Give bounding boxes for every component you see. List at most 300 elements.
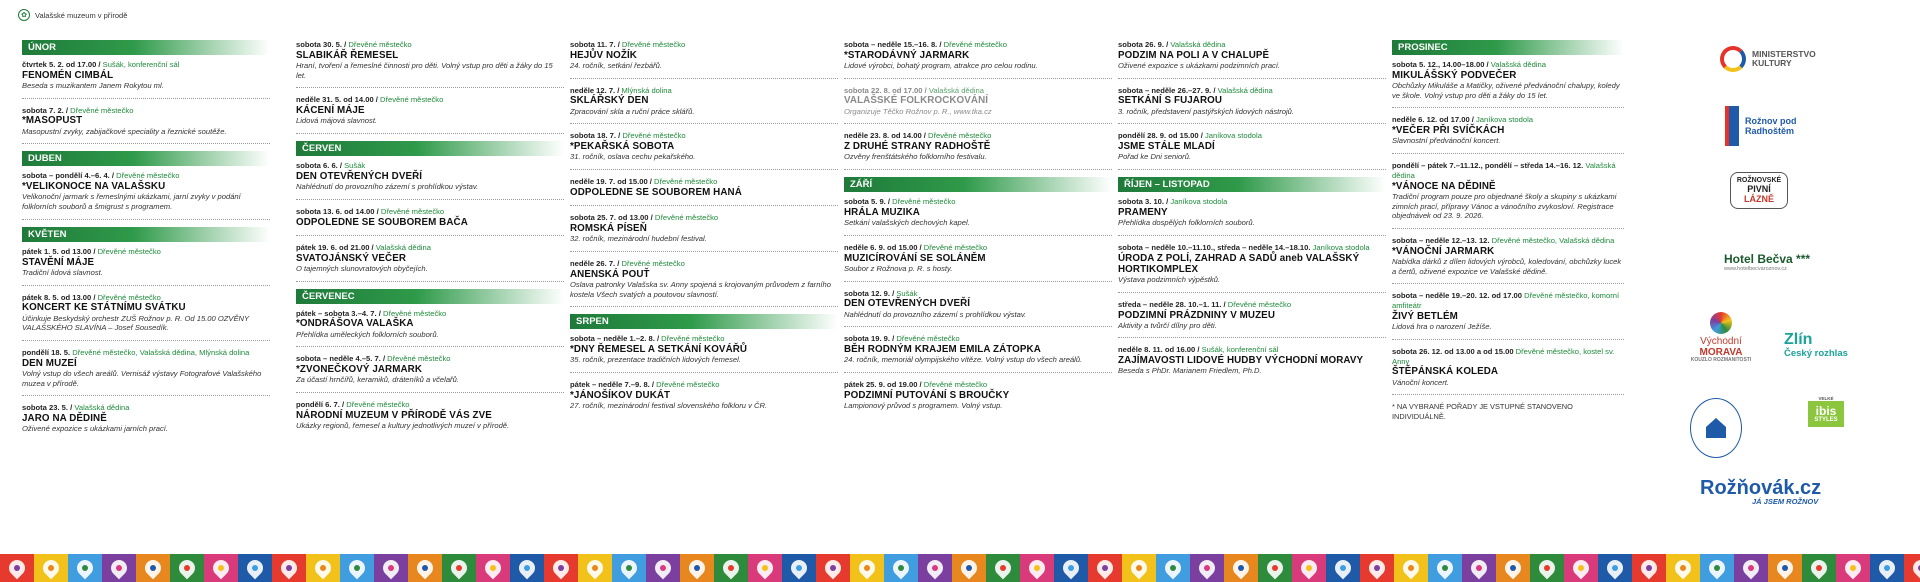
zlin-line1: Zlín (1784, 331, 1813, 348)
event-place: Dřevěné městečko (380, 95, 444, 105)
column-5 (1118, 40, 1386, 390)
event-place: Dřevěné městečko (116, 171, 180, 181)
ornament-tile (1802, 554, 1836, 582)
event-description: Lidová májová slavnost. (296, 116, 378, 126)
roznov-logo (1725, 106, 1805, 146)
roznovak-text: Rožňovák.cz (1700, 477, 1822, 499)
event-place: Dřevěné městečko, Valašská dědina, Mlýnská dolina (72, 347, 250, 357)
event-item (296, 400, 564, 438)
event-date: neděle 6. 9. od 15.00 / (844, 242, 924, 252)
event-place: Dřevěné městečko (387, 354, 451, 364)
ornament-tile (544, 554, 578, 582)
ornament-tile (1768, 554, 1802, 582)
event-description: 32. ročník, mezinárodní hudební festival. (570, 234, 707, 244)
event-date: pátek 19. 6. od 21.00 / (296, 242, 376, 252)
ministerstvo-text: MINISTERSTVO KULTURY (1752, 48, 1816, 68)
ornament-tile (680, 554, 714, 582)
hotel-becva-logo (1724, 252, 1810, 272)
event-title: ZAJÍMAVOSTI LIDOVÉ HUDBY VÝCHODNÍ MORAVY (1118, 355, 1364, 367)
event-title: *MASOPUST (22, 115, 83, 127)
event-title: *DNY ŘEMESEL A SETKÁNÍ KOVÁŘŮ (570, 343, 748, 355)
month-heading: ZÁŘÍ (844, 177, 1112, 192)
month-heading: KVĚTEN (22, 227, 270, 242)
vychodni-morava-logo (1682, 312, 1760, 364)
event-description: Obchůzky Mikuláše a Matičky, oživené předvánoční chalupy, koledy ve škole. Volný vstup pro děti a žáky do 15 let. (1392, 80, 1620, 100)
event-place: Valašská dědina (1490, 60, 1546, 69)
event-item (296, 40, 564, 88)
event-title: ODPOLEDNE SE SOUBOREM HANÁ (570, 186, 742, 198)
event-title: KÁCENÍ MÁJE (296, 105, 365, 117)
event-place: Dřevěné městečko (896, 334, 960, 344)
event-place: Dřevěné městečko (892, 197, 956, 207)
event-title: Z DRUHÉ STRANY RADHOŠTĚ (844, 141, 991, 153)
ornament-tile (816, 554, 850, 582)
ornament-tile (986, 554, 1020, 582)
event-description: Oslava patronky Valašska sv. Anny spojená s krojovaným průvodem z farního kostela Všech svatých a poutovou slavností. (570, 279, 831, 299)
svaz-muzei-logo (1690, 398, 1742, 458)
event-item (844, 380, 1112, 418)
event-place: Dřevěné městečko (621, 40, 686, 49)
event-title: DEN OTEVŘENÝCH DVEŘÍ (296, 170, 423, 182)
ornament-tile (1632, 554, 1666, 582)
morava-line1: Východní (1700, 336, 1742, 347)
zlin-rozhlas-logo (1784, 332, 1848, 359)
event-title: PODZIMNÍ PUTOVÁNÍ S BROUČKY (844, 389, 1010, 401)
event-date: pátek – sobota 3.–4. 7. / (296, 308, 383, 318)
ornament-tile (408, 554, 442, 582)
event-title: JSME STÁLE MLADÍ (1118, 141, 1215, 153)
event-description: Lidová hra o narození Ježíše. (1392, 322, 1492, 332)
event-description: O tajemných slunovratových obyčejích. (296, 263, 428, 273)
event-place: Dřevěné městečko (656, 379, 720, 389)
event-description: Oživené expozice s ukázkami jarních prací. (22, 424, 169, 434)
event-description: Účinkuje Beskydský orchestr ZUŠ Rožnov p. R. Od 15.00 OZVĚNY VALAŠSKÉHO SLAVÍNA – Josef Sousedík. (22, 313, 249, 333)
ornament-tile (1258, 554, 1292, 582)
event-place: Dřevěné městečko (1227, 299, 1292, 309)
event-item (1118, 86, 1386, 125)
event-item (844, 131, 1112, 170)
ibis-line2: STYLES (1814, 417, 1838, 423)
column-6 (1392, 40, 1624, 421)
event-description: Setkání valašských dechových kapel. (844, 218, 970, 228)
roznovak-logo (1700, 478, 1821, 506)
event-place: Dřevěné městečko (622, 131, 686, 141)
ornament-tile (1088, 554, 1122, 582)
event-description: Aktivity a tvůrčí dílny pro děti. (1118, 320, 1217, 330)
event-description: Tradiční lidová slavnost. (22, 267, 103, 277)
event-description: Přehlídka uměleckých folklorních souborů. (296, 329, 439, 339)
event-place: Janíkova stodola (1312, 242, 1370, 252)
ornament-tile (884, 554, 918, 582)
event-description: Ukázky regionů, řemesel a kultury jednotlivých muzeí v přírodě. (296, 420, 510, 430)
ornament-tile (1054, 554, 1088, 582)
event-title: KONCERT KE STÁTNÍMU SVÁTKU (22, 302, 186, 314)
event-item (296, 161, 564, 200)
event-title: ÚRODA Z POLÍ, ZAHRAD A SADŮ aneb VALAŠSKÝ HORTIKOMPLEX (1118, 252, 1360, 275)
event-description: 24. ročník, memoriál olympijského vítěze. Volný vstup do všech areálů. (844, 355, 1083, 365)
event-place: Valašská dědina (1392, 161, 1616, 180)
event-item (296, 309, 564, 348)
event-date: neděle 26. 7. / (570, 258, 622, 268)
event-title: MIKULÁŠSKÝ PODVEČER (1392, 69, 1517, 81)
event-description: Beseda s muzikantem Janem Rokytou ml. (22, 80, 164, 90)
event-item (296, 243, 564, 282)
month-heading: ČERVEN (296, 141, 564, 156)
event-title: VALAŠSKÉ FOLKROCKOVÁNÍ (844, 95, 989, 107)
ornament-tile (952, 554, 986, 582)
ornament-tile (782, 554, 816, 582)
ornament-tile (1530, 554, 1564, 582)
event-place: Dřevěné městečko, komorní amfiteátr (1392, 291, 1620, 311)
event-date: sobota 23. 5. / (22, 403, 75, 413)
event-place: Mlýnská dolina (621, 85, 672, 95)
event-title: SETKÁNÍ S FUJAROU (1118, 95, 1223, 107)
event-place: Sušák, konferenční sál (102, 60, 180, 69)
event-item (844, 86, 1112, 125)
event-date: neděle 12. 7. / (570, 85, 622, 95)
event-place: Sušák (344, 161, 366, 171)
event-item (22, 247, 270, 286)
pivni-line1: ROŽNOVSKÉ (1736, 177, 1782, 184)
event-place: Valašská dědina (1217, 85, 1273, 95)
event-date: sobota 6. 6. / (296, 161, 345, 171)
ornament-tile (1836, 554, 1870, 582)
event-description: Pořad ke Dni seniorů. (1118, 152, 1192, 162)
ornament-tile (1870, 554, 1904, 582)
footnote: * NA VYBRANÉ POŘADY JE VSTUPNÉ STANOVENO INDIVIDUÁLNĚ. (1392, 402, 1573, 421)
sponsor-logos (1680, 40, 1910, 540)
ornament-tile (714, 554, 748, 582)
event-date: sobota 5. 12., 14.00–18.00 / (1392, 60, 1491, 69)
event-item (570, 86, 838, 125)
month-heading: DUBEN (22, 151, 270, 166)
ornament-tile (1394, 554, 1428, 582)
event-title: BĚH RODNÝM KRAJEM EMILA ZÁTOPKA (844, 343, 1041, 355)
pivni-lazne-logo (1730, 172, 1788, 209)
ornament-tile (1496, 554, 1530, 582)
event-place: Valašská dědina (375, 242, 431, 252)
event-item (1392, 161, 1624, 229)
event-title: SKLÁŘSKÝ DEN (570, 95, 649, 107)
event-date: sobota – pondělí 4.–6. 4. / (22, 171, 117, 181)
event-description: Výstava podzimních výpěstků. (1118, 275, 1221, 285)
event-place: Dřevěné městečko, kostel sv. Anny (1392, 346, 1615, 366)
event-description: 35. ročník, prezentace tradičních lidových řemesel. (570, 355, 741, 365)
event-date: sobota 11. 7. / (570, 40, 622, 49)
event-item (844, 334, 1112, 373)
event-date: pondělí – pátek 7.–11.12., pondělí – středa 14.–16. 12. (1392, 161, 1586, 171)
ornament-tile (1700, 554, 1734, 582)
ornament-tile (1292, 554, 1326, 582)
ornament-tile (612, 554, 646, 582)
ornament-tile (646, 554, 680, 582)
event-place: Dřevěné městečko (654, 213, 719, 223)
event-date: neděle 31. 5. od 14.00 / (296, 95, 380, 105)
pivni-line2: PIVNÍ (1747, 183, 1771, 194)
event-date: neděle 19. 7. od 15.00 / (570, 177, 654, 187)
event-item (570, 177, 838, 206)
event-item (22, 348, 270, 396)
event-place: Janíkova stodola (1204, 131, 1262, 141)
event-item (1392, 115, 1624, 154)
event-place: Valašská dědina (928, 85, 985, 95)
event-item (22, 106, 270, 145)
event-place: Dřevěné městečko (382, 308, 447, 318)
roznovak-sub: JÁ JSEM ROŽNOV (1752, 497, 1819, 506)
event-title: PODZIM NA POLI A V CHALUPĚ (1118, 49, 1270, 61)
event-title: NÁRODNÍ MUZEUM V PŘÍRODĚ VÁS ZVE (296, 409, 492, 421)
event-item (844, 243, 1112, 282)
event-title: ŽIVÝ BETLÉM (1392, 310, 1458, 322)
museum-name: Valašské muzeum v přírodě (35, 10, 128, 20)
event-title: JARO NA DĚDINĚ (22, 413, 107, 425)
morava-flower-icon (1710, 312, 1732, 334)
event-item (570, 259, 838, 307)
ornament-tile (1360, 554, 1394, 582)
pivni-line3: LÁZNĚ (1744, 193, 1774, 204)
event-item (570, 334, 838, 373)
event-title: ODPOLEDNE SE SOUBOREM BAČA (296, 216, 468, 228)
event-title: SLABIKÁŘ ŘEMESEL (296, 49, 399, 61)
event-place: Valašská dědina (1170, 40, 1226, 49)
event-item (570, 131, 838, 170)
ornament-tile (204, 554, 238, 582)
event-title: *JÁNOŠÍKOV DUKÁT (570, 389, 671, 401)
event-date: sobota 3. 10. / (1118, 197, 1171, 207)
ornament-tile (1122, 554, 1156, 582)
event-date: sobota 12. 9. / (844, 288, 897, 298)
event-date: sobota 26. 9. / (1118, 40, 1171, 49)
svaz-house-icon (1706, 418, 1726, 438)
event-title: *STARODÁVNÝ JARMARK (844, 49, 970, 61)
ornament-tile (1904, 554, 1920, 582)
event-title: *ZVONEČKOVÝ JARMARK (296, 363, 423, 375)
event-date: pondělí 18. 5. (22, 347, 73, 357)
event-description: Oživené expozice s ukázkami podzimních prací. (1118, 60, 1281, 70)
ibis-line1: ibis (1815, 404, 1837, 418)
event-date: pondělí 28. 9. od 15.00 / (1118, 131, 1205, 141)
event-date: čtvrtek 5. 2. od 17.00 / (22, 60, 103, 69)
event-date: neděle 6. 12. od 17.00 / (1392, 115, 1476, 125)
roznov-emblem-icon (1725, 106, 1739, 146)
event-date: sobota 22. 8. od 17.00 / (844, 85, 929, 95)
event-description: Lampionový průvod s programem. Volný vstup. (844, 400, 1003, 410)
ornament-tile (442, 554, 476, 582)
event-date: sobota – neděle 26.–27. 9. / (1118, 85, 1218, 95)
event-item (22, 403, 270, 441)
ornament-tile (1190, 554, 1224, 582)
event-place: Janíkova stodola (1170, 197, 1228, 207)
event-title: HRÁLA MUZIKA (844, 206, 920, 218)
ornament-tile (1734, 554, 1768, 582)
event-description: 3. ročník, představení pastýřských lidových nástrojů. (1118, 106, 1295, 116)
event-title: *PEKAŘSKÁ SOBOTA (570, 141, 675, 153)
month-heading: SRPEN (570, 314, 838, 329)
event-item (844, 197, 1112, 236)
event-date: sobota – neděle 4.–5. 7. / (296, 354, 388, 364)
event-description: Za účastí hrnčířů, keramiků, dráteníků a včelařů. (296, 375, 459, 385)
event-item (1392, 347, 1624, 395)
event-date: sobota 7. 2. / (22, 105, 71, 115)
ornament-tile (136, 554, 170, 582)
event-item (570, 380, 838, 418)
event-description: Volný vstup do všech areálů. Vernisáž výstavy Fotografové Valašského muzea v přírodě. (22, 368, 262, 388)
event-title: *VELIKONOCE NA VALAŠSKU (22, 181, 166, 193)
event-item (1118, 345, 1386, 383)
event-date: pátek – neděle 7.–9. 8. / (570, 379, 657, 389)
event-item (1118, 300, 1386, 339)
event-date: středa – neděle 28. 10.–1. 11. / (1118, 299, 1228, 309)
ornament-tile (68, 554, 102, 582)
column-2 (296, 40, 564, 445)
event-item (570, 40, 838, 79)
month-heading: PROSINEC (1392, 40, 1624, 55)
event-title: FENOMÉN CIMBÁL (22, 69, 114, 81)
roznov-text: Rožnov pod Radhoštěm (1745, 115, 1797, 136)
event-description: Masopustní zvyky, zabijačkové speciality a řeznické soutěže. (22, 126, 227, 136)
event-title: *VÁNOČNÍ JARMARK (1392, 245, 1495, 257)
event-item (22, 171, 270, 219)
zlin-line2: Český rozhlas (1784, 347, 1848, 359)
column-1 (22, 40, 270, 448)
ornament-tile (1224, 554, 1258, 582)
event-description: Nabídka dárků z dílen lidových výrobců, koledování, obchůzky lucek a čertů, oživené expozice ve Valašské dědině. (1392, 256, 1622, 276)
event-description: Nahlédnutí do provozního zázemí s prohlídkou výstav. (844, 309, 1027, 319)
event-date: sobota 13. 6. od 14.00 / (296, 206, 381, 216)
event-date: pátek 25. 9. od 19.00 / (844, 379, 924, 389)
event-place: Sušák (896, 288, 918, 298)
event-place: Sušák, konferenční sál (1201, 345, 1279, 355)
event-item (1118, 131, 1386, 170)
event-date: sobota – neděle 15.–16. 8. / (844, 40, 944, 49)
event-title: HEJŮV NOŽÍK (570, 49, 637, 61)
ornament-tile (306, 554, 340, 582)
event-title: *VEČER PŘI SVÍČKÁCH (1392, 125, 1505, 137)
column-3 (570, 40, 838, 425)
event-item (1118, 243, 1386, 293)
event-description: Nahlédnutí do provozního zázemí s prohlídkou výstav. (296, 182, 479, 192)
event-description: Slavnostní předvánoční koncert. (1392, 136, 1501, 146)
event-description: Velikonoční jarmark s řemeslnými ukázkami, jarní zvyky v podání folklorních souborů a šmigrust s programem. (22, 192, 241, 212)
ornament-tile (1462, 554, 1496, 582)
event-title: PODZIMNÍ PRÁZDNINY V MUZEU (1118, 309, 1275, 321)
event-description: Vánoční koncert. (1392, 377, 1449, 387)
event-date: neděle 23. 8. od 14.00 / (844, 131, 928, 141)
event-place: Dřevěné městečko (97, 246, 161, 256)
event-place: Dřevěné městečko (621, 258, 685, 268)
ibis-top: VELKÉ (1818, 396, 1834, 401)
event-item (296, 354, 564, 393)
event-place: Dřevěné městečko (923, 242, 988, 252)
event-title: DEN OTEVŘENÝCH DVEŘÍ (844, 298, 971, 310)
event-place: Dřevěné městečko (380, 206, 445, 216)
ornament-tile (374, 554, 408, 582)
ornament-tile (1020, 554, 1054, 582)
ornament-tile (918, 554, 952, 582)
ornament-tile (238, 554, 272, 582)
ornament-tile (0, 554, 34, 582)
ornament-tile (748, 554, 782, 582)
event-date: sobota 5. 9. / (844, 197, 893, 207)
event-date: sobota – neděle 1.–2. 8. / (570, 334, 662, 344)
event-description: 24. ročník, setkání řezbářů. (570, 60, 663, 70)
event-description: Beseda s PhDr. Marianem Friedlem, Ph.D. (1118, 366, 1262, 376)
event-description: Zpracování skla a ruční práce sklářů. (570, 106, 695, 116)
ornament-tile (1666, 554, 1700, 582)
event-place: Dřevěné městečko (661, 334, 725, 344)
event-description: Přehlídka dospělých folklorních souborů. (1118, 218, 1255, 228)
ornament-tile (476, 554, 510, 582)
event-place: Dřevěné městečko (70, 105, 134, 115)
event-place: Dřevěné městečko (923, 379, 988, 389)
event-item (1392, 291, 1624, 339)
event-date: sobota 30. 5. / (296, 40, 349, 49)
museum-logo (18, 9, 127, 21)
event-place: Dřevěné městečko (928, 131, 992, 141)
event-place: Dřevěné městečko (654, 177, 718, 187)
event-date: sobota – neděle 19.–20. 12. od 17.00 (1392, 291, 1525, 301)
event-place: Dřevěné městečko (348, 40, 412, 49)
ornament-tile (34, 554, 68, 582)
ibis-styles-logo (1808, 396, 1844, 427)
month-heading: ŘÍJEN – LISTOPAD (1118, 177, 1386, 192)
event-date: sobota – neděle 10.–11.10., středa – neděle 14.–18.10. (1118, 242, 1313, 252)
ministerstvo-logo (1720, 46, 1816, 72)
event-date: pátek 1. 5. od 13.00 / (22, 246, 98, 256)
event-place: Valašská dědina (74, 403, 130, 413)
event-item (1118, 197, 1386, 236)
event-item (296, 207, 564, 236)
event-description: Soubor z Rožnova p. R. s hosty. (844, 263, 953, 273)
ministerstvo-emblem-icon (1720, 46, 1746, 72)
event-description: 27. ročník, mezinárodní festival slovenského folkloru v ČR. (570, 400, 768, 410)
event-item (22, 293, 270, 341)
event-date: sobota 19. 9. / (844, 334, 897, 344)
event-title: ŠTĚPÁNSKÁ KOLEDA (1392, 366, 1499, 378)
event-description: 31. ročník, oslava cechu pekařského. (570, 152, 696, 162)
event-title: ANENSKÁ POUŤ (570, 268, 650, 280)
event-place: Dřevěné městečko, Valašská dědina (1491, 235, 1615, 245)
ornament-tile (850, 554, 884, 582)
event-title: STAVĚNÍ MÁJE (22, 256, 95, 268)
folk-ornament-strip (0, 554, 1920, 582)
event-description: Tradiční program pouze pro objednané školy a skupiny s ukázkami zimních prací, přípravy Vánoc a vánočního zvykosloví. Registrace objednávek od 23. 9. 2026. (1392, 191, 1617, 221)
event-place: Janíkova stodola (1476, 115, 1533, 125)
month-heading: ÚNOR (22, 40, 270, 55)
event-description: Ozvěny frenštátského folklorního festivalu. (844, 152, 987, 162)
event-date: sobota 26. 12. od 13.00 a od 15.00 (1392, 346, 1516, 356)
event-title: *ONDRÁŠOVA VALAŠKA (296, 318, 414, 330)
event-title: *VÁNOCE NA DĚDINĚ (1392, 180, 1496, 192)
ornament-tile (1156, 554, 1190, 582)
ornament-tile (170, 554, 204, 582)
event-title: MUZICÍROVÁNÍ SE SOLÁNĚM (844, 252, 986, 264)
column-4 (844, 40, 1112, 425)
event-date: sobota – neděle 12.–13. 12. (1392, 235, 1492, 245)
event-description: Hraní, tvoření a řemeslné činnosti pro děti. Volný vstup pro děti a žáky do 15 let. (296, 60, 553, 80)
ornament-tile (272, 554, 306, 582)
event-description: Lidové výrobci, bohatý program, atrakce pro celou rodinu. (844, 60, 1038, 70)
morava-sub: KOUZLO ROZMANITOSTI (1690, 357, 1752, 363)
ornament-tile (510, 554, 544, 582)
event-place: Dřevěné městečko (346, 399, 410, 409)
hotel-name: Hotel Bečva *** (1724, 252, 1811, 266)
event-place: Dřevěné městečko (97, 292, 161, 302)
ornament-tile (1428, 554, 1462, 582)
event-title: DEN MUZEÍ (22, 357, 77, 369)
hotel-web: www.hotelbecvaroznov.cz (1724, 266, 1787, 272)
event-date: pátek 8. 5. od 13.00 / (22, 292, 98, 302)
